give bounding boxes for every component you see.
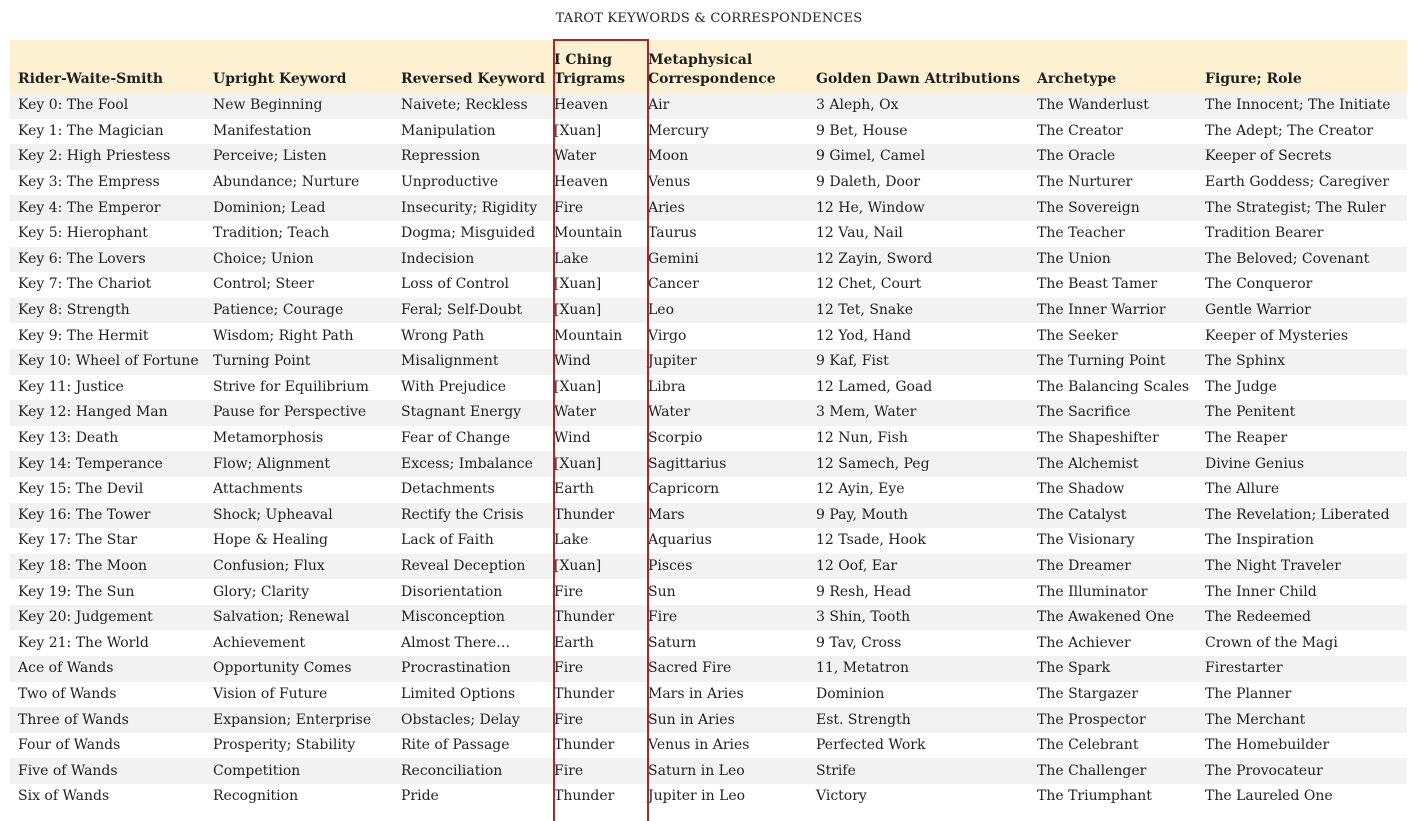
reversed-keyword-cell: Reveal Deception [401, 557, 526, 574]
card-name-cell: Three of Wands [18, 711, 129, 728]
col-header-reversed-keyword: Reversed Keyword [401, 71, 545, 87]
header-row [10, 40, 1407, 93]
trigram-cell: [Xuan] [554, 378, 602, 395]
table-row [10, 477, 1407, 503]
trigram-cell: Mountain [554, 327, 623, 344]
reversed-keyword-cell: Indecision [401, 250, 475, 267]
card-name-cell: Key 15: The Devil [18, 481, 144, 498]
table-row [10, 195, 1407, 221]
archetype-cell: The Turning Point [1037, 353, 1166, 370]
trigram-cell: Lake [554, 532, 589, 549]
reversed-keyword-cell: With Prejudice [401, 378, 507, 395]
archetype-cell: The Shapeshifter [1037, 430, 1159, 447]
col-header-rider-waite-smith: Rider-Waite-Smith [18, 71, 164, 87]
trigram-cell: Earth [554, 634, 594, 651]
table-row [10, 400, 1407, 426]
golden-dawn-cell: 12 Vau, Nail [816, 225, 903, 242]
archetype-cell: The Teacher [1037, 225, 1125, 242]
archetype-cell: The Catalyst [1037, 506, 1127, 523]
figure-role-cell: The Conqueror [1205, 276, 1313, 293]
table-row [10, 758, 1407, 784]
upright-keyword-cell: Salvation; Renewal [213, 609, 350, 626]
trigram-cell: Thunder [554, 609, 615, 626]
correspondence-cell: Venus in Aries [648, 737, 750, 754]
trigram-cell: Fire [554, 199, 584, 216]
golden-dawn-cell: 9 Gimel, Camel [816, 148, 926, 165]
correspondence-cell: Air [648, 97, 670, 114]
trigram-cell: Fire [554, 583, 584, 600]
trigram-cell: Thunder [554, 685, 615, 702]
upright-keyword-cell: Dominion; Lead [213, 199, 326, 216]
card-name-cell: Key 4: The Emperor [18, 199, 161, 216]
table-row [10, 656, 1407, 682]
archetype-cell: The Union [1037, 250, 1111, 267]
trigram-cell: Earth [554, 481, 594, 498]
golden-dawn-cell: 3 Mem, Water [816, 404, 917, 421]
figure-role-cell: The Planner [1205, 685, 1292, 702]
trigram-cell: Thunder [554, 788, 615, 805]
golden-dawn-cell: 3 Shin, Tooth [816, 609, 911, 626]
reversed-keyword-cell: Rite of Passage [401, 737, 510, 754]
reversed-keyword-cell: Dogma; Misguided [401, 225, 536, 242]
golden-dawn-cell: 9 Tav, Cross [816, 634, 902, 651]
golden-dawn-cell: Strife [816, 762, 856, 779]
table-body [10, 93, 1407, 810]
upright-keyword-cell: Metamorphosis [213, 430, 324, 447]
archetype-cell: The Spark [1037, 660, 1111, 677]
table-row [10, 579, 1407, 605]
figure-role-cell: The Homebuilder [1205, 737, 1330, 754]
correspondence-cell: Pisces [648, 557, 693, 574]
trigram-cell: Water [554, 148, 597, 165]
card-name-cell: Key 21: The World [18, 634, 149, 651]
archetype-cell: The Nurturer [1037, 174, 1133, 191]
archetype-cell: The Triumphant [1037, 788, 1152, 805]
col-header-figure-role: Figure; Role [1205, 71, 1302, 87]
correspondence-cell: Moon [648, 148, 689, 165]
card-name-cell: Key 5: Hierophant [18, 225, 148, 242]
figure-role-cell: The Judge [1205, 378, 1277, 395]
trigram-cell: Thunder [554, 737, 615, 754]
upright-keyword-cell: Perceive; Listen [213, 148, 327, 165]
correspondence-cell: Jupiter [648, 353, 697, 370]
figure-role-cell: The Strategist; The Ruler [1205, 199, 1386, 216]
figure-role-cell: The Reaper [1205, 430, 1288, 447]
table-row [10, 426, 1407, 452]
archetype-cell: The Alchemist [1037, 455, 1139, 472]
reversed-keyword-cell: Unproductive [401, 174, 499, 191]
upright-keyword-cell: Tradition; Teach [213, 225, 330, 242]
archetype-cell: The Sovereign [1037, 199, 1140, 216]
trigram-cell: [Xuan] [554, 302, 602, 319]
correspondence-cell: Venus [648, 174, 691, 191]
trigram-cell: Thunder [554, 506, 615, 523]
trigram-cell: Fire [554, 660, 584, 677]
golden-dawn-cell: 12 Tet, Snake [816, 302, 914, 319]
card-name-cell: Key 2: High Priestess [18, 148, 171, 165]
figure-role-cell: Gentle Warrior [1205, 302, 1311, 319]
trigram-cell: Fire [554, 711, 584, 728]
table-row [10, 221, 1407, 247]
reversed-keyword-cell: Rectify the Crisis [401, 506, 524, 523]
correspondence-cell: Saturn [648, 634, 697, 651]
trigram-cell: Wind [554, 430, 591, 447]
card-name-cell: Two of Wands [18, 685, 117, 702]
upright-keyword-cell: Strive for Equilibrium [213, 378, 369, 395]
col-header-golden-dawn-attributions: Golden Dawn Attributions [816, 71, 1021, 87]
table-row [10, 528, 1407, 554]
reversed-keyword-cell: Procrastination [401, 660, 511, 677]
archetype-cell: The Beast Tamer [1037, 276, 1158, 293]
archetype-cell: The Wanderlust [1037, 97, 1149, 114]
card-name-cell: Five of Wands [18, 762, 118, 779]
figure-role-cell: The Innocent; The Initiate [1205, 97, 1391, 114]
card-name-cell: Key 16: The Tower [18, 506, 151, 523]
correspondence-cell: Fire [648, 609, 678, 626]
reversed-keyword-cell: Fear of Change [401, 430, 511, 447]
correspondence-cell: Taurus [648, 225, 697, 242]
card-name-cell: Key 6: The Lovers [18, 250, 146, 267]
golden-dawn-cell: 9 Daleth, Door [816, 174, 921, 191]
golden-dawn-cell: 12 He, Window [816, 199, 925, 216]
card-name-cell: Key 18: The Moon [18, 557, 148, 574]
correspondence-cell: Saturn in Leo [648, 762, 745, 779]
correspondence-cell: Aquarius [648, 532, 712, 549]
upright-keyword-cell: New Beginning [213, 97, 323, 114]
table-row [10, 144, 1407, 170]
archetype-cell: The Balancing Scales [1037, 378, 1190, 395]
upright-keyword-cell: Choice; Union [213, 250, 314, 267]
upright-keyword-cell: Attachments [213, 481, 303, 498]
archetype-cell: The Creator [1037, 122, 1123, 139]
table-header [10, 40, 1407, 93]
trigram-cell: Heaven [554, 97, 609, 114]
card-name-cell: Four of Wands [18, 737, 121, 754]
reversed-keyword-cell: Misconception [401, 609, 505, 626]
golden-dawn-cell: 12 Nun, Fish [816, 430, 908, 447]
correspondence-cell: Virgo [648, 327, 687, 344]
figure-role-cell: The Allure [1205, 481, 1280, 498]
trigram-cell: [Xuan] [554, 455, 602, 472]
archetype-cell: The Shadow [1037, 481, 1125, 498]
card-name-cell: Key 13: Death [18, 430, 119, 447]
figure-role-cell: The Provocateur [1205, 762, 1323, 779]
card-name-cell: Key 9: The Hermit [18, 327, 149, 344]
upright-keyword-cell: Opportunity Comes [213, 660, 352, 677]
col-header-archetype: Archetype [1037, 71, 1117, 87]
figure-role-cell: Firestarter [1205, 660, 1283, 677]
golden-dawn-cell: 9 Resh, Head [816, 583, 912, 600]
archetype-cell: The Challenger [1037, 762, 1147, 779]
trigram-cell: Mountain [554, 225, 623, 242]
upright-keyword-cell: Manifestation [213, 122, 312, 139]
golden-dawn-cell: 12 Tsade, Hook [816, 532, 926, 549]
figure-role-cell: The Penitent [1205, 404, 1296, 421]
table-row [10, 605, 1407, 631]
trigram-cell: Wind [554, 353, 591, 370]
golden-dawn-cell: Est. Strength [816, 711, 911, 728]
golden-dawn-cell: 12 Ayin, Eye [816, 481, 905, 498]
table-row [10, 630, 1407, 656]
table-row [10, 323, 1407, 349]
figure-role-cell: The Night Traveler [1205, 557, 1341, 574]
table-row [10, 682, 1407, 708]
golden-dawn-cell: 12 Samech, Peg [816, 455, 930, 472]
col-header-i-ching-trigrams: I Ching Trigrams [554, 52, 626, 87]
page-title: TAROT KEYWORDS & CORRESPONDENCES [555, 11, 863, 26]
correspondence-cell: Gemini [648, 250, 699, 267]
correspondence-cell: Aries [648, 199, 685, 216]
golden-dawn-cell: 11, Metatron [816, 660, 910, 677]
trigram-cell: [Xuan] [554, 276, 602, 293]
reversed-keyword-cell: Limited Options [401, 685, 516, 702]
reversed-keyword-cell: Reconciliation [401, 762, 503, 779]
reversed-keyword-cell: Feral; Self-Doubt [401, 302, 522, 319]
correspondence-cell: Sun in Aries [648, 711, 735, 728]
archetype-cell: The Illuminator [1037, 583, 1148, 600]
table-row [10, 375, 1407, 401]
figure-role-cell: Earth Goddess; Caregiver [1205, 174, 1390, 191]
card-name-cell: Key 10: Wheel of Fortune [18, 353, 199, 370]
col-header-upright-keyword: Upright Keyword [213, 71, 347, 87]
archetype-cell: The Celebrant [1037, 737, 1139, 754]
figure-role-cell: The Inspiration [1205, 532, 1314, 549]
correspondence-cell: Mars [648, 506, 685, 523]
golden-dawn-cell: 12 Lamed, Goad [816, 378, 933, 395]
card-name-cell: Key 19: The Sun [18, 583, 135, 600]
figure-role-cell: The Merchant [1205, 711, 1306, 728]
upright-keyword-cell: Wisdom; Right Path [213, 327, 354, 344]
correspondence-cell: Mercury [648, 122, 709, 139]
reversed-keyword-cell: Detachments [401, 481, 495, 498]
card-name-cell: Key 1: The Magician [18, 122, 164, 139]
reversed-keyword-cell: Insecurity; Rigidity [401, 199, 538, 216]
upright-keyword-cell: Control; Steer [213, 276, 315, 293]
correspondence-cell: Jupiter in Leo [648, 788, 746, 805]
reversed-keyword-cell: Wrong Path [401, 327, 485, 344]
table-row [10, 554, 1407, 580]
col-header-metaphysical-correspondence: Metaphysical Correspondence [648, 52, 776, 87]
trigram-cell: Lake [554, 250, 589, 267]
table-row [10, 707, 1407, 733]
card-name-cell: Key 7: The Chariot [18, 276, 152, 293]
archetype-cell: The Awakened One [1037, 609, 1175, 626]
card-name-cell: Key 3: The Empress [18, 174, 160, 191]
table-row [10, 349, 1407, 375]
archetype-cell: The Sacrifice [1037, 404, 1131, 421]
table-row [10, 451, 1407, 477]
figure-role-cell: Crown of the Magi [1205, 634, 1338, 651]
figure-role-cell: Keeper of Mysteries [1205, 327, 1349, 344]
reversed-keyword-cell: Misalignment [401, 353, 499, 370]
upright-keyword-cell: Prosperity; Stability [213, 737, 356, 754]
card-name-cell: Key 8: Strength [18, 302, 130, 319]
archetype-cell: The Oracle [1037, 148, 1116, 165]
trigram-cell: Fire [554, 762, 584, 779]
upright-keyword-cell: Competition [213, 762, 301, 779]
reversed-keyword-cell: Lack of Faith [401, 532, 494, 549]
trigram-cell: [Xuan] [554, 557, 602, 574]
card-name-cell: Ace of Wands [18, 660, 114, 677]
reversed-keyword-cell: Disorientation [401, 583, 503, 600]
upright-keyword-cell: Expansion; Enterprise [213, 711, 372, 728]
golden-dawn-cell: 3 Aleph, Ox [816, 97, 899, 114]
table-row [10, 298, 1407, 324]
reversed-keyword-cell: Loss of Control [401, 276, 509, 293]
trigram-cell: Water [554, 404, 597, 421]
reversed-keyword-cell: Stagnant Energy [401, 404, 522, 421]
upright-keyword-cell: Flow; Alignment [213, 455, 331, 472]
reversed-keyword-cell: Repression [401, 148, 481, 165]
golden-dawn-cell: 9 Bet, House [816, 122, 908, 139]
golden-dawn-cell: Victory [816, 788, 867, 805]
upright-keyword-cell: Shock; Upheaval [213, 506, 333, 523]
figure-role-cell: Divine Genius [1205, 455, 1305, 472]
reversed-keyword-cell: Naivete; Reckless [401, 97, 528, 114]
golden-dawn-cell: 12 Chet, Court [816, 276, 922, 293]
correspondence-cell: Mars in Aries [648, 685, 744, 702]
upright-keyword-cell: Achievement [213, 634, 306, 651]
upright-keyword-cell: Patience; Courage [213, 302, 344, 319]
table-row [10, 119, 1407, 145]
correspondence-cell: Capricorn [648, 481, 720, 498]
upright-keyword-cell: Hope & Healing [213, 532, 329, 549]
figure-role-cell: The Sphinx [1205, 353, 1286, 370]
golden-dawn-cell: 12 Oof, Ear [816, 557, 898, 574]
reversed-keyword-cell: Excess; Imbalance [401, 455, 533, 472]
table-row [10, 93, 1407, 119]
golden-dawn-cell: 9 Kaf, Fist [816, 353, 889, 370]
table-row [10, 733, 1407, 759]
upright-keyword-cell: Pause for Perspective [213, 404, 367, 421]
trigram-cell: [Xuan] [554, 122, 602, 139]
upright-keyword-cell: Recognition [213, 788, 299, 805]
archetype-cell: The Seeker [1037, 327, 1118, 344]
figure-role-cell: The Inner Child [1205, 583, 1317, 600]
table-row [10, 272, 1407, 298]
archetype-cell: The Dreamer [1037, 557, 1131, 574]
figure-role-cell: Keeper of Secrets [1205, 148, 1332, 165]
correspondence-cell: Water [648, 404, 691, 421]
table-row [10, 503, 1407, 529]
tarot-table [10, 40, 1407, 810]
upright-keyword-cell: Abundance; Nurture [213, 174, 360, 191]
card-name-cell: Key 14: Temperance [18, 455, 163, 472]
reversed-keyword-cell: Pride [401, 788, 439, 805]
archetype-cell: The Achiever [1037, 634, 1131, 651]
card-name-cell: Key 12: Hanged Man [18, 404, 168, 421]
trigram-cell: Heaven [554, 174, 609, 191]
table-row [10, 170, 1407, 196]
figure-role-cell: The Beloved; Covenant [1205, 250, 1370, 267]
figure-role-cell: The Revelation; Liberated [1205, 506, 1390, 523]
correspondence-cell: Libra [648, 378, 686, 395]
correspondence-cell: Leo [648, 302, 675, 319]
card-name-cell: Key 20: Judgement [18, 609, 153, 626]
figure-role-cell: The Redeemed [1205, 609, 1311, 626]
reversed-keyword-cell: Almost There… [401, 634, 511, 651]
archetype-cell: The Inner Warrior [1037, 302, 1166, 319]
upright-keyword-cell: Confusion; Flux [213, 557, 325, 574]
golden-dawn-cell: Perfected Work [816, 737, 926, 754]
card-name-cell: Key 11: Justice [18, 378, 124, 395]
upright-keyword-cell: Vision of Future [213, 685, 328, 702]
table-row [10, 247, 1407, 273]
golden-dawn-cell: 12 Zayin, Sword [816, 250, 933, 267]
figure-role-cell: The Adept; The Creator [1205, 122, 1374, 139]
figure-role-cell: Tradition Bearer [1205, 225, 1324, 242]
correspondence-cell: Sagittarius [648, 455, 727, 472]
reversed-keyword-cell: Obstacles; Delay [401, 711, 520, 728]
upright-keyword-cell: Turning Point [213, 353, 311, 370]
correspondence-cell: Scorpio [648, 430, 703, 447]
figure-role-cell: The Laureled One [1205, 788, 1333, 805]
archetype-cell: The Visionary [1037, 532, 1135, 549]
archetype-cell: The Stargazer [1037, 685, 1139, 702]
upright-keyword-cell: Glory; Clarity [213, 583, 310, 600]
reversed-keyword-cell: Manipulation [401, 122, 496, 139]
correspondence-cell: Sun [648, 583, 676, 600]
table-row [10, 784, 1407, 810]
card-name-cell: Six of Wands [18, 788, 110, 805]
golden-dawn-cell: 12 Yod, Hand [816, 327, 912, 344]
correspondence-cell: Cancer [648, 276, 699, 293]
golden-dawn-cell: Dominion [816, 685, 885, 702]
correspondence-cell: Sacred Fire [648, 660, 732, 677]
card-name-cell: Key 0: The Fool [18, 97, 129, 114]
card-name-cell: Key 17: The Star [18, 532, 138, 549]
golden-dawn-cell: 9 Pay, Mouth [816, 506, 908, 523]
archetype-cell: The Prospector [1037, 711, 1146, 728]
